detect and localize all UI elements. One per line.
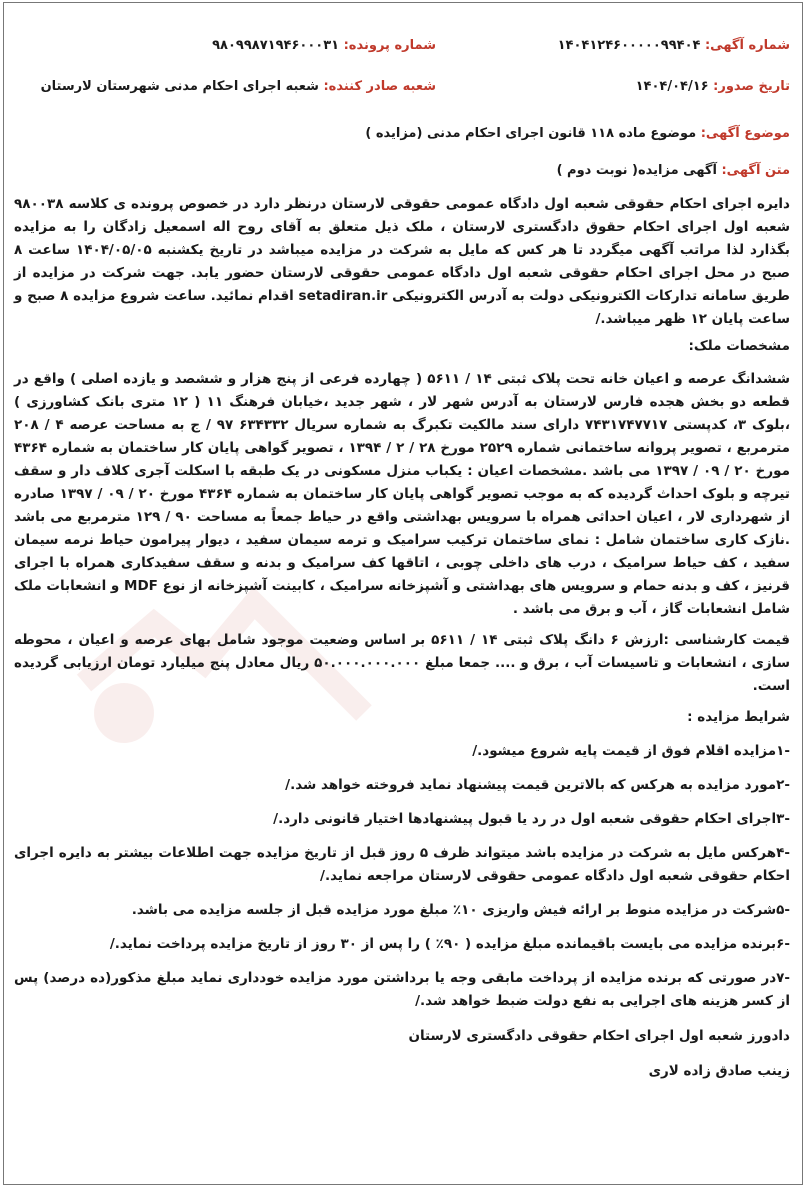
text-title: آگهی مزایده( نوبت دوم ): [556, 163, 717, 178]
ad-number-label: شماره آگهی:: [704, 38, 790, 53]
property-paragraph: ششدانگ عرصه و اعیان خانه تحت پلاک ثبتی ۱۴ / ۵۶۱۱ ( چهارده فرعی از پنج هزار و ششصد و یازده اصلی ) واقع در قطعه دو بخش هجده فارس لارستان به آدرس شهر لار ، شهر جدید ،خیابان فرهنگ ۱۱ ( ۱۲ متری بانک کشاورزی ) ،بلوک ۳، کدپستی ۷۴۳۱۷۴۷۷۱۷ دارای سند مالکیت تکبرگ به شماره سریال ۶۳۴۳۳۲ ۹۷ / ج به مساحت عرصه ۴ / ۲۰۸ مترمربع ، تصویر پروانه ساختمانی شماره ۲۵۲۹ مورخ ۲۸ / ۲ / ۱۳۹۴ ، تصویر گواهی پایان کار ساختمان به شماره ۴۳۶۴ مورخ ۲۰ / ۰۹ / ۱۳۹۷ می باشد .مشخصات اعیان : یکباب منزل مسکونی در یک طبقه با اسکلت آجری کلاف دار و سقف تیرچه و بلوک احداث گردیده که به موجب تصویر گواهی پایان کار ساختمان به شماره ۴۳۶۴ مورخ ۲۰ / ۰۹ / ۱۳۹۷ صادره از شهرداری لار ، اعیان احداثی همراه با سرویس بهداشتی واقع در حیاط جمعاً به مساحت ۹۰ / ۱۲۹ مترمربع می باشد .نازک کاری ساختمان شامل : نمای ساختمان ترکیب سرامیک و ترمه سیمان سفید ، دیوار پیرامون حیاط نرمه سیمان سفید ، کف حیاط سرامیک ، درب های داخلی چوبی ، اتاقها کف سرامیک و بدنه و سقف سفیدکاری همراه با اجرای قرنیز ، کف و بدنه حمام و سرویس های بهداشتی و آشپزخانه سرامیک ، کابینت آشپزخانه از نوع MDF و انشعابات ملک شامل انشعابات گاز ، آب و برق می باشد .: [14, 371, 790, 617]
condition-item: -۴هرکس مایل به شرکت در مزایده باشد میتواند ظرف ۵ روز قبل از تاریخ مزایده جهت اطلاعات بیشتر به دایره اجرای احکام حقوقی شعبه اول دادگاه عمومی حقوقی لارستان مراجعه نماید./: [14, 845, 790, 884]
subject-row: [365, 126, 790, 141]
ad-number-row: [558, 38, 790, 53]
file-number-row: [212, 38, 436, 53]
issuer-value: شعبه اجرای احکام مدنی شهرستان لارستان: [40, 79, 319, 94]
notice-page: [3, 2, 803, 1185]
issue-date-value: ۱۴۰۴/۰۴/۱۶: [635, 79, 709, 94]
condition-item: -۷در صورتی که برنده مزایده از پرداخت مابقی وجه یا برداشتن مورد مزایده خودداری نماید مبلغ مذکور(ده درصد) پس از کسر هزینه های اجرایی به نفع دولت ضبط خواهد شد./: [14, 970, 790, 1009]
notice-body: [14, 193, 790, 1083]
valuation-paragraph: قیمت کارشناسی :ارزش ۶ دانگ پلاک ثبتی ۱۴ / ۵۶۱۱ بر اساس وضعیت موجود شامل بهای عرصه و اعیان ، محوطه سازی ، انشعابات و تاسیسات آب ، برق و .... جمعا مبلغ ۵۰.۰۰۰.۰۰۰.۰۰۰ ریال معادل پنج میلیارد تومان ارزیابی گردیده است.: [14, 632, 791, 694]
issuer-row: [41, 79, 436, 94]
subject-label: موضوع آگهی:: [700, 126, 790, 141]
condition-item: -۱مزایده اقلام فوق از قیمت پایه شروع میشود./: [472, 743, 790, 759]
signature-name: زینب صادق زاده لاری: [648, 1063, 790, 1079]
condition-item: -۵شرکت در مزایده منوط بر ارائه فیش واریزی ۱۰٪ مبلغ مورد مزایده قبل از جلسه مزایده می باشد.: [131, 902, 790, 918]
property-heading: مشخصات ملک:: [688, 338, 790, 354]
conditions-heading: شرایط مزایده :: [687, 709, 790, 725]
signature-title: دادورز شعبه اول اجرای احکام حقوقی دادگستری لارستان: [408, 1028, 790, 1044]
subject-value: موضوع ماده ۱۱۸ قانون اجرای احکام مدنی (مزایده ): [365, 126, 697, 141]
text-title-row: [557, 163, 790, 178]
condition-item: -۶برنده مزایده می بایست باقیمانده مبلغ مزایده ( ۹۰٪ ) را پس از ۳۰ روز از تاریخ مزایده پرداخت نماید./: [109, 936, 790, 952]
text-label: متن آگهی:: [721, 163, 790, 178]
ad-number-value: ۱۴۰۴۱۲۴۶۰۰۰۰۰۹۹۴۰۴: [557, 38, 701, 53]
issuer-label: شعبه صادر کننده:: [323, 79, 436, 94]
file-number-value: ۹۸۰۹۹۸۷۱۹۴۶۰۰۰۳۱: [212, 38, 340, 53]
issue-date-label: تاریخ صدور:: [713, 79, 790, 94]
condition-item: -۳اجرای احکام حقوقی شعبه اول در رد یا قبول پیشنهادها اختیار قانونی دارد./: [273, 811, 790, 827]
intro-paragraph: دایره اجرای احکام حقوقی شعبه اول دادگاه عمومی حقوقی لارستان درنظر دارد در خصوص پرونده ی کلاسه ۹۸۰۰۳۸ شعبه اول اجرای احکام حقوق دادگستری لارستان ، ملک ذیل متعلق به آقای روح اله اسمعیل زادگان را به مزایده بگذارد لذا مراتب آگهی میگردد تا هر کس که مایل به شرکت در مزایده میباشد در تاریخ یکشنبه ۱۴۰۴/۰۵/۰۵ ساعت ۸ صبح در محل اجرای احکام حقوقی شعبه اول دادگاه عمومی حقوقی لارستان حضور یابد. جهت شرکت در مزایده از طریق سامانه تدارکات الکترونیکی دولت به آدرس الکترونیکی setadiran.ir اقدام نمائید. ساعت شروع مزایده ۸ صبح و ساعت پایان ۱۲ ظهر میباشد./: [14, 196, 791, 327]
issue-date-row: [636, 79, 790, 94]
condition-item: -۲مورد مزایده به هرکس که بالاترین قیمت پیشنهاد نماید فروخته خواهد شد./: [285, 777, 790, 793]
file-number-label: شماره پرونده:: [343, 38, 436, 53]
